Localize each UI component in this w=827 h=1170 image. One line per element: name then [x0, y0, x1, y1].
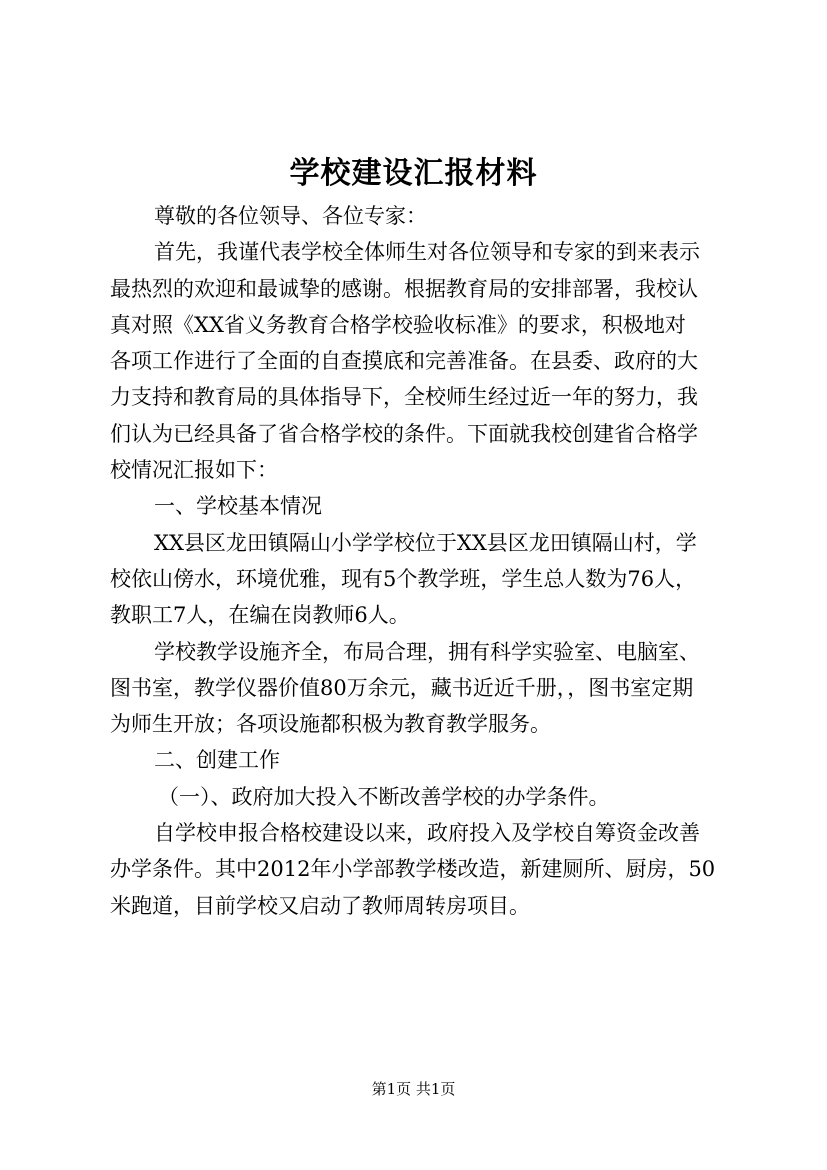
page-title: 学校建设汇报材料 — [289, 156, 538, 191]
section-heading: 一、学校基本情况 — [154, 494, 322, 519]
paragraph-line: 各项工作进行了全面的自查摸底和完善准备。在县委、政府的大 — [110, 349, 698, 374]
subsection-heading: （一）、政府加大投入不断改善学校的办学条件。 — [158, 784, 610, 809]
paragraph-line: 自学校申报合格校建设以来，政府投入及学校自筹资金改善 — [154, 821, 700, 846]
paragraph-line: 力支持和教育局的具体指导下，全校师生经过近一年的努力，我 — [110, 385, 698, 410]
document-body — [110, 198, 722, 924]
paragraph-line: 学校教学设施齐全，布局合理，拥有科学实验室、电脑室、 — [154, 639, 700, 664]
paragraph-line: XX县区龙田镇隔山小学学校位于XX县区龙田镇隔山村，学 — [154, 530, 697, 555]
paragraph-line: 首先，我谨代表学校全体师生对各位领导和专家的到来表示 — [154, 240, 700, 265]
paragraph-line: 教职工7人，在编在岗教师6人。 — [110, 603, 410, 628]
paragraph-line: 为师生开放；各项设施都积极为教育教学服务。 — [110, 712, 551, 737]
section-heading: 二、创建工作 — [154, 748, 280, 773]
paragraph-line: 办学条件。其中2012年小学部教学楼改造，新建厕所、厨房，50 — [110, 857, 716, 882]
salutation: 尊敬的各位领导、各位专家： — [154, 204, 427, 228]
paragraph-line: 校情况汇报如下： — [110, 458, 278, 483]
paragraph-line: 图书室，教学仪器价值80万余元，藏书近近千册，，图书室定期 — [110, 675, 694, 700]
paragraph-line: 校依山傍水，环境优雅，现有5个教学班，学生总人数为76人， — [110, 566, 697, 591]
paragraph-line: 真对照《XX省义务教育合格学校验收标准》的要求，积极地对 — [110, 312, 686, 337]
page-footer: 第1页 共1页 — [371, 1080, 456, 1098]
paragraph-line: 米跑道，目前学校又启动了教师周转房项目。 — [110, 893, 530, 918]
paragraph-line: 最热烈的欢迎和最诚挚的感谢。根据教育局的安排部署，我校认 — [110, 276, 698, 301]
paragraph-line: 们认为已经具备了省合格学校的条件。下面就我校创建省合格学 — [110, 421, 698, 446]
